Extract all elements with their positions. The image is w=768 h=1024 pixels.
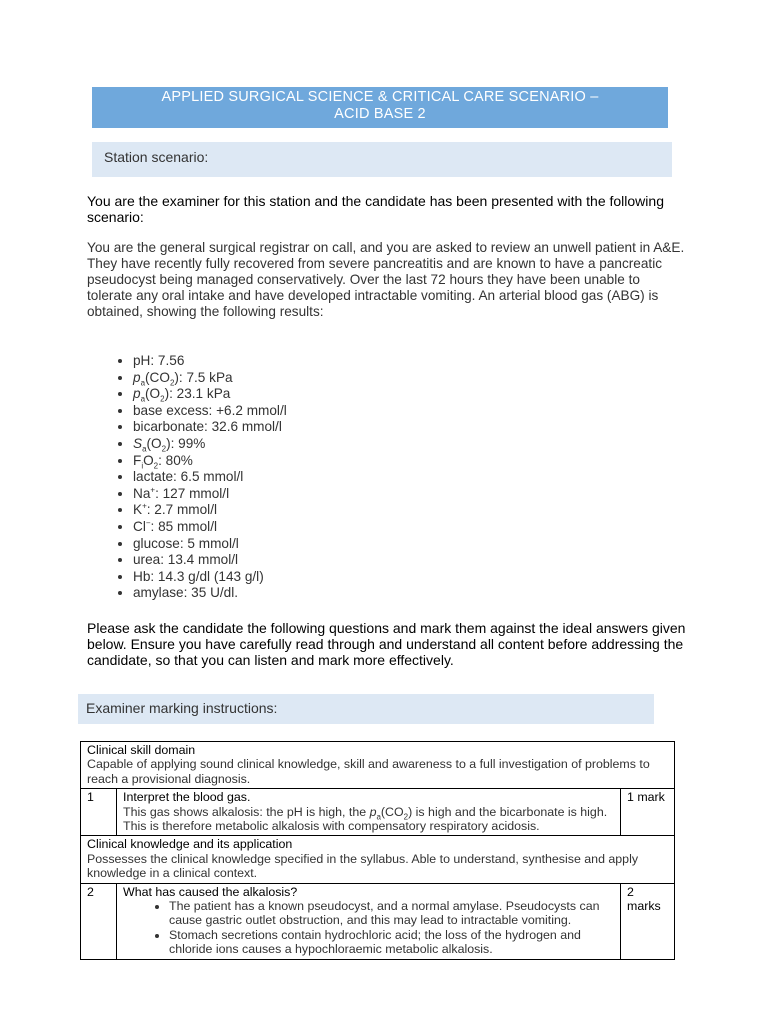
scenario-paragraph: You are the general surgical registrar on call, and you are asked to review an unwell patient in A&E. They have recently fully recovered from severe pancreatitis and are known to have a pancreatic pseudocyst being managed conservatively. Over the last 72 hours they have been unable to tolerate any oral intake and have developed intractable vomiting. An arterial blood gas (ABG) is obtained, showing the following results: [87,240,685,320]
result-hb: • Hb: 14.3 g/dl (143 g/l) [133,569,287,586]
result-sao2: • $S_a(O_2)$: 99% [133,436,287,453]
result-base-excess: • base excess: +6.2 mmol/l [133,403,287,420]
question-answer: This gas shows alkalosis: the pH is high, the $p_a(CO_2)$ is high and the bicarbonate is high. This is therefore metabolic alkalosis with compensatory respiratory acidosis. [123,804,608,834]
examiner-intro: You are the examiner for this station and the candidate has been presented with the following scenario: [87,193,664,225]
domain-title: Clinical knowledge and its application [87,837,293,852]
result-chloride: • Cl−: 85 mmol/l [133,519,287,536]
question-row [81,789,675,836]
answer-item: • The patient has a known pseudocyst, and a normal amylase. Pseudocysts can cause gastric outlet obstruction, and this may lead to intractable vomiting. [169,899,614,928]
abg-results-list [105,353,287,602]
question-row [81,883,675,959]
question-number: 1 [81,789,117,836]
title-line-1: APPLIED SURGICAL SCIENCE & CRITICAL CARE SCENARIO – [161,89,599,105]
result-fio2: • $F_iO_2$: 80% [133,453,287,470]
domain-description: Possesses the clinical knowledge specified in the syllabus. Able to understand, synthesise and apply knowledge in a clinical context. [87,851,639,881]
result-sodium: • Na+: 127 mmol/l [133,486,287,503]
answer-item: • Stomach secretions contain hydrochloric acid; the loss of the hydrogen and chloride ions causes a hypochloraemic metabolic alkalosis. [169,928,614,957]
question-title: What has caused the alkalosis? [123,884,298,899]
question-mark: 2 marks [621,883,675,959]
result-lactate: • lactate: 6.5 mmol/l [133,469,287,486]
question-title: Interpret the blood gas. [123,790,251,805]
result-amylase: • amylase: 35 U/dl. [133,585,287,602]
result-glucose: • glucose: 5 mmol/l [133,536,287,553]
domain-row [81,742,675,789]
domain-description: Capable of applying sound clinical knowledge, skill and awareness to a full investigation of problems to reach a provisional diagnosis. [87,757,650,786]
question-mark: 1 mark [621,789,675,836]
domain-title: Clinical skill domain [87,743,196,757]
result-urea: • urea: 13.4 mmol/l [133,552,287,569]
title-line-2: ACID BASE 2 [334,106,426,122]
result-paco2: • $p_a(CO_2)$: 7.5 kPa [133,370,287,387]
marking-instructions-heading: Examiner marking instructions: [78,694,654,724]
examiner-instructions: Please ask the candidate the following questions and mark them against the ideal answers given below. Ensure you have carefully read through and understand all content before addressing the candidate, so that you can listen and mark more effectively. [87,620,686,668]
result-potassium: • K+: 2.7 mmol/l [133,502,287,519]
question-number: 2 [81,883,117,959]
domain-row [81,836,675,883]
answer-list [123,899,614,957]
result-bicarbonate: • bicarbonate: 32.6 mmol/l [133,419,287,436]
result-ph: • pH: 7.56 [133,353,287,370]
result-pao2: • $p_a(O_2)$: 23.1 kPa [133,386,287,403]
station-scenario-heading: Station scenario: [92,142,672,177]
title-banner [92,87,668,128]
marking-table [80,741,675,960]
